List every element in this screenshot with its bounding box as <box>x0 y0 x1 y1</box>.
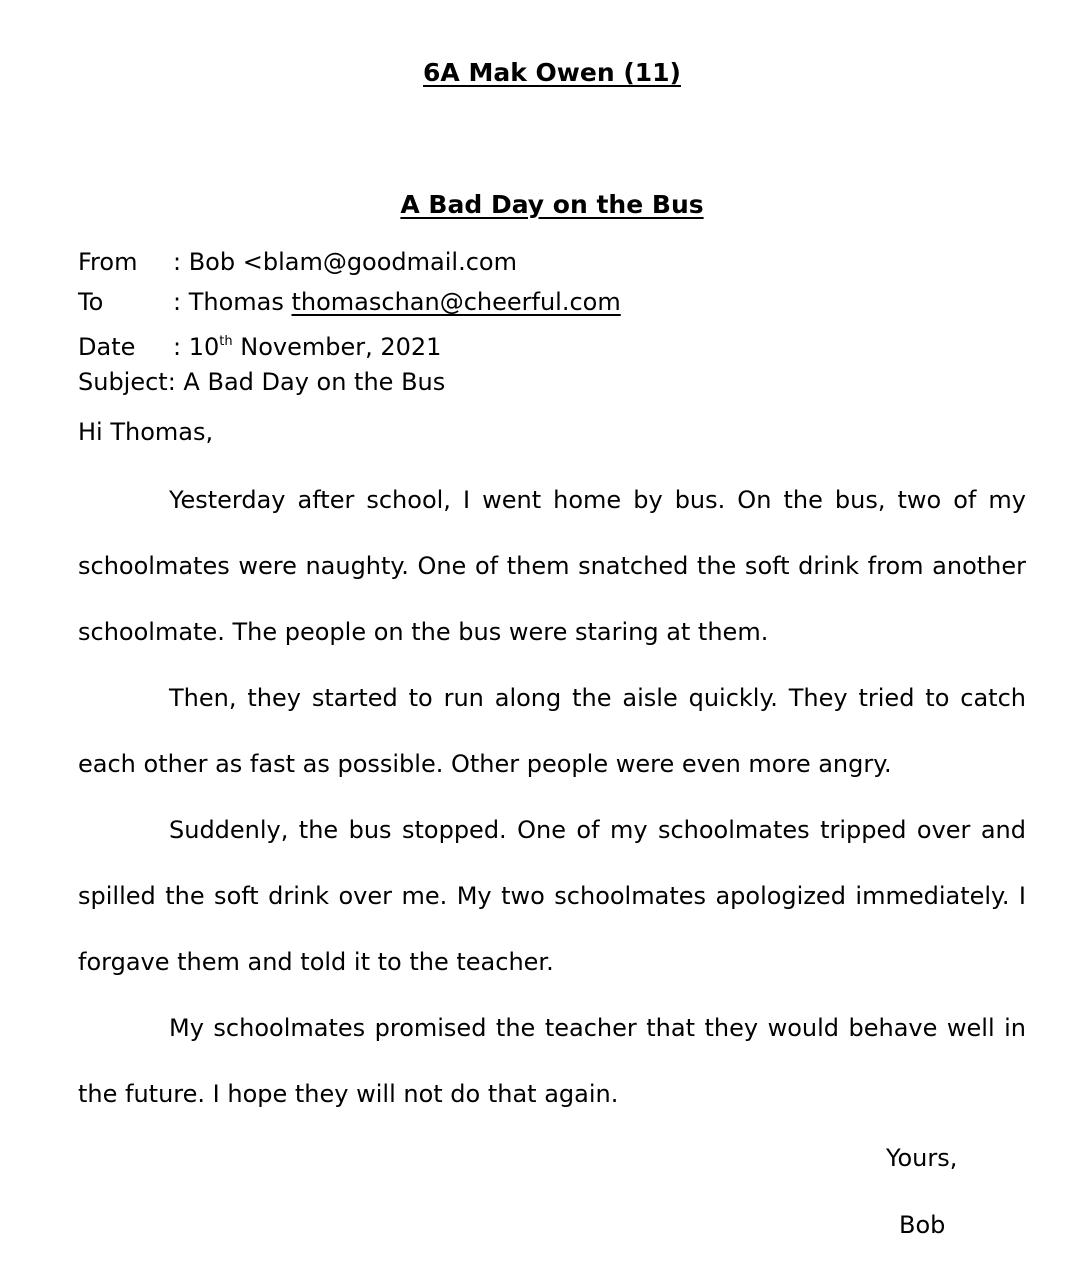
to-row <box>78 284 621 324</box>
to-label: To <box>78 288 104 316</box>
letter-body <box>78 467 1026 1127</box>
date-label: Date <box>78 333 136 361</box>
from-label: From <box>78 248 138 276</box>
subject-row <box>78 364 621 404</box>
greeting: Hi Thomas, <box>78 418 214 446</box>
date-row <box>78 324 621 364</box>
closing: Yours, <box>886 1144 958 1172</box>
from-row <box>78 244 621 284</box>
document-title: A Bad Day on the Bus <box>400 190 704 219</box>
signature: Bob <box>899 1211 946 1239</box>
body-paragraph: Suddenly, the bus stopped. One of my schoolmates tripped over and spilled the soft drink over me. My two schoolmates apologized immediately. I forgave them and told it to the teacher. <box>78 816 1026 976</box>
body-paragraph: My schoolmates promised the teacher that they would behave well in the future. I hope they will not do that again. <box>78 1014 1026 1108</box>
to-email-link[interactable]: thomaschan@cheerful.com <box>291 288 621 316</box>
date-rest: November, 2021 <box>232 333 442 361</box>
subject-value: : A Bad Day on the Bus <box>167 368 446 396</box>
email-header <box>78 244 621 404</box>
to-prefix: : Thomas <box>173 288 292 316</box>
date-ordinal-suffix: th <box>219 334 233 349</box>
date-prefix: : 10 <box>173 333 220 361</box>
student-name-line: 6A Mak Owen (11) <box>423 58 681 87</box>
body-paragraph: Then, they started to run along the aisle quickly. They tried to catch each other as fast as possible. Other people were even more angry. <box>78 684 1026 778</box>
subject-label: Subject <box>78 368 168 396</box>
from-value: : Bob <blam@goodmail.com <box>173 248 517 276</box>
body-paragraph: Yesterday after school, I went home by bus. On the bus, two of my schoolmates were naughty. One of them snatched the soft drink from another schoolmate. The people on the bus were staring at them. <box>78 486 1026 646</box>
